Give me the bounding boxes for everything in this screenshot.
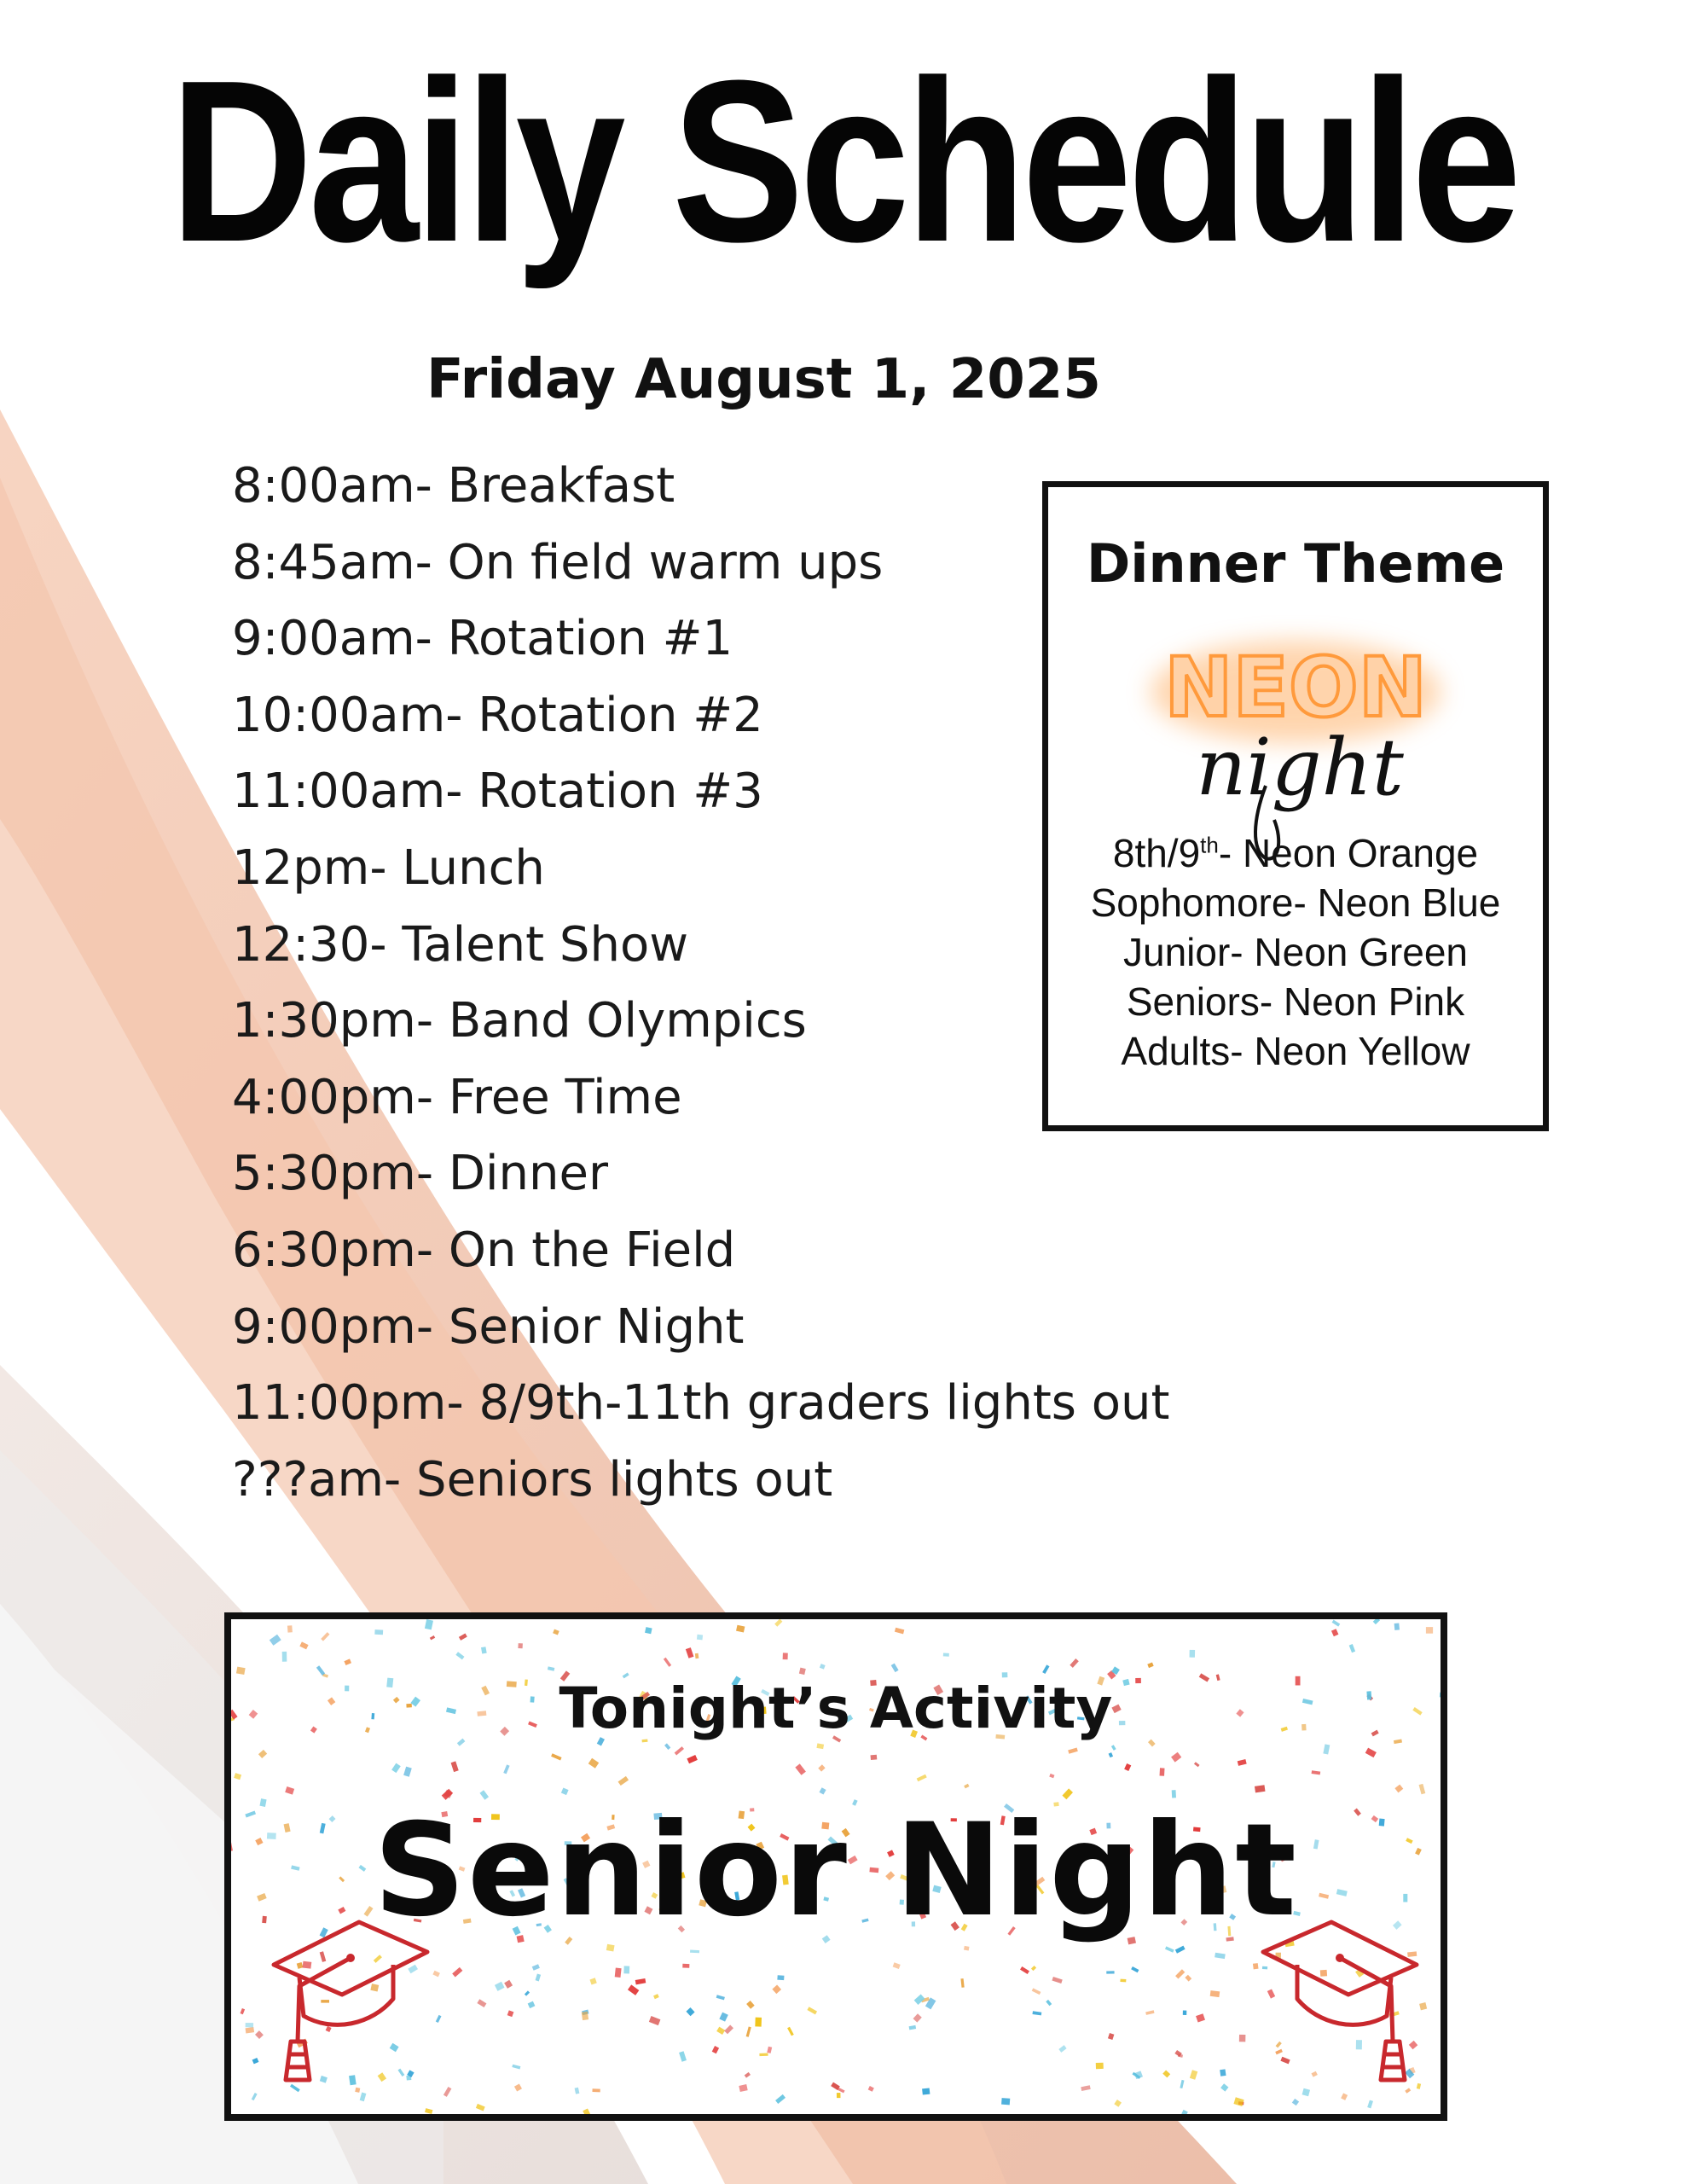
confetti-piece xyxy=(1160,1768,1165,1775)
confetti-piece xyxy=(818,1764,825,1771)
confetti-piece xyxy=(1114,2100,1122,2107)
confetti-piece xyxy=(436,2015,442,2023)
confetti-piece xyxy=(512,2065,520,2070)
confetti-piece xyxy=(451,1761,459,1772)
confetti-piece xyxy=(615,1967,622,1977)
confetti-piece xyxy=(1183,2011,1186,2015)
confetti-piece xyxy=(589,1978,596,1984)
confetti-piece xyxy=(774,1619,782,1627)
confetti-piece xyxy=(477,1999,486,2007)
confetti-piece xyxy=(476,2104,485,2111)
dinner-color-item xyxy=(1048,828,1543,878)
schedule-item: 12:30- Talent Show xyxy=(232,916,689,973)
tonights-activity-box xyxy=(224,1612,1447,2121)
confetti-piece xyxy=(649,2016,661,2025)
confetti-piece xyxy=(1349,1644,1355,1653)
confetti-piece xyxy=(697,1635,703,1641)
confetti-piece xyxy=(820,1664,826,1670)
confetti-piece xyxy=(1046,2000,1052,2006)
confetti-piece xyxy=(1145,2010,1154,2015)
confetti-piece xyxy=(1331,1629,1339,1636)
schedule-list xyxy=(232,448,1170,1518)
dinner-color-item: Junior- Neon Green xyxy=(1123,930,1468,974)
confetti-piece xyxy=(455,1652,464,1659)
confetti-piece xyxy=(1220,2083,1228,2091)
confetti-piece xyxy=(682,1964,689,1968)
dinner-color-item: Sophomore- Neon Blue xyxy=(1090,880,1501,925)
confetti-piece xyxy=(759,2053,768,2057)
confetti-piece xyxy=(1238,1759,1247,1766)
neon-word: NEON xyxy=(1164,640,1427,735)
confetti-piece xyxy=(1190,1650,1196,1658)
activity-name: Senior Night xyxy=(373,1797,1299,1945)
confetti-piece xyxy=(775,2094,786,2104)
confetti-piece xyxy=(645,1627,652,1634)
confetti-piece xyxy=(1124,1763,1131,1771)
confetti-piece xyxy=(246,2027,255,2033)
confetti-piece xyxy=(1108,2033,1114,2040)
confetti-piece xyxy=(255,2030,264,2039)
schedule-date: Friday August 1, 2025 xyxy=(426,348,1101,411)
dinner-color-list xyxy=(1048,828,1543,1076)
confetti-piece xyxy=(787,2027,794,2036)
schedule-item: 10:00am- Rotation #2 xyxy=(232,687,763,743)
confetti-piece xyxy=(282,1652,287,1662)
confetti-piece xyxy=(252,2058,259,2064)
confetti-piece xyxy=(403,1767,412,1777)
confetti-piece xyxy=(1210,1990,1220,1997)
confetti-piece xyxy=(783,1653,788,1659)
confetti-piece xyxy=(868,2086,874,2092)
confetti-piece xyxy=(430,1635,435,1640)
confetti-piece xyxy=(582,2012,588,2020)
confetti-piece xyxy=(943,1653,949,1657)
confetti-piece xyxy=(360,2093,367,2102)
confetti-piece xyxy=(777,1975,784,1980)
confetti-piece xyxy=(425,2108,432,2114)
confetti-piece xyxy=(679,2051,687,2061)
confetti-piece xyxy=(528,2001,536,2008)
confetti-piece xyxy=(687,1755,698,1763)
confetti-piece xyxy=(246,2023,253,2027)
confetti-piece xyxy=(1001,2098,1010,2105)
confetti-piece xyxy=(1239,2035,1246,2042)
confetti-piece xyxy=(1049,1774,1054,1778)
confetti-piece xyxy=(1373,1619,1380,1624)
dinner-theme-heading: Dinner Theme xyxy=(1086,532,1505,595)
confetti-piece xyxy=(495,1982,505,1991)
confetti-piece xyxy=(1175,1969,1185,1978)
confetti-piece xyxy=(551,1753,561,1760)
confetti-piece xyxy=(686,2007,694,2016)
confetti-piece xyxy=(664,1658,671,1667)
confetti-piece xyxy=(1365,1748,1377,1758)
schedule-item: 4:00pm- Free Time xyxy=(232,1069,682,1125)
confetti-piece xyxy=(241,2008,246,2014)
dinner-color-item: Seniors- Neon Pink xyxy=(1126,979,1465,1024)
confetti-piece xyxy=(525,1990,530,1995)
schedule-item: 5:30pm- Dinner xyxy=(232,1146,608,1202)
grade-prefix: 8th/9 xyxy=(1112,831,1201,875)
confetti-piece xyxy=(1220,2069,1226,2076)
confetti-piece xyxy=(1312,1770,1321,1774)
schedule-item: ???am- Seniors lights out xyxy=(232,1451,833,1507)
confetti-piece xyxy=(504,1980,513,1989)
confetti-piece xyxy=(1032,2011,1041,2015)
confetti-piece xyxy=(1131,1966,1139,1972)
confetti-piece xyxy=(913,2013,922,2022)
confetti-piece xyxy=(443,2087,451,2097)
schedule-item: 11:00am- Rotation #3 xyxy=(232,764,763,820)
confetti-piece xyxy=(1185,1975,1191,1982)
confetti-piece xyxy=(391,1763,401,1774)
confetti-piece xyxy=(837,2093,841,2098)
confetti-piece xyxy=(374,1629,383,1635)
confetti-piece xyxy=(252,2093,258,2100)
confetti-piece xyxy=(623,1966,629,1973)
confetti-piece xyxy=(618,1776,629,1786)
confetti-piece xyxy=(1106,1971,1114,1973)
confetti-piece xyxy=(1068,1747,1078,1753)
schedule-item: 8:00am- Breakfast xyxy=(232,458,675,514)
confetti-piece xyxy=(909,2025,917,2030)
confetti-piece xyxy=(1341,2093,1348,2100)
confetti-piece xyxy=(746,2001,755,2009)
graduation-cap-icon xyxy=(265,1905,436,2093)
confetti-piece xyxy=(716,2027,725,2035)
schedule-item: 11:00pm- 8/9th-11th graders lights out xyxy=(232,1375,1170,1432)
confetti-piece xyxy=(1162,2071,1170,2078)
confetti-piece xyxy=(719,2013,728,2022)
confetti-piece xyxy=(507,2010,514,2017)
confetti-piece xyxy=(514,2084,522,2092)
dinner-color-item: Adults- Neon Yellow xyxy=(1121,1029,1470,1073)
confetti-piece xyxy=(503,1764,509,1774)
schedule-item: 6:30pm- On the Field xyxy=(232,1222,736,1278)
confetti-piece xyxy=(536,1974,542,1982)
confetti-piece xyxy=(1052,1977,1062,1984)
confetti-piece xyxy=(234,1773,241,1780)
confetti-piece xyxy=(1031,1966,1036,1971)
schedule-item: 12pm- Lunch xyxy=(232,839,545,896)
activity-label: Tonight’s Activity xyxy=(559,1676,1113,1741)
confetti-piece xyxy=(1171,1752,1181,1763)
confetti-piece xyxy=(871,1755,878,1760)
confetti-piece xyxy=(270,1635,281,1646)
confetti-piece xyxy=(746,2026,751,2036)
confetti-piece xyxy=(1096,2063,1104,2070)
confetti-piece xyxy=(960,1978,964,1988)
confetti-piece xyxy=(1194,1762,1200,1767)
schedule-item: 1:30pm- Band Olympics xyxy=(232,993,807,1049)
confetti-piece xyxy=(964,1784,969,1789)
confetti-piece xyxy=(767,2047,772,2053)
dinner-theme-box xyxy=(1042,481,1549,1131)
confetti-piece xyxy=(258,1750,267,1758)
confetti-piece xyxy=(1292,2099,1299,2106)
confetti-piece xyxy=(1020,1966,1029,1974)
night-word: night xyxy=(1196,722,1404,813)
confetti-piece xyxy=(755,2018,762,2027)
confetti-piece xyxy=(1058,2045,1066,2053)
confetti-piece xyxy=(807,2007,817,2014)
confetti-piece xyxy=(344,1658,351,1665)
confetti-piece xyxy=(321,1632,329,1641)
confetti-piece xyxy=(745,2072,751,2078)
confetti-piece xyxy=(592,2088,600,2092)
confetti-piece xyxy=(588,1758,599,1769)
confetti-piece xyxy=(1233,2097,1244,2106)
confetti-piece xyxy=(772,1985,781,1995)
confetti-piece xyxy=(712,2046,719,2053)
confetti-piece xyxy=(459,1634,467,1641)
confetti-piece xyxy=(686,1647,694,1658)
confetti-piece xyxy=(1367,2100,1373,2109)
confetti-piece xyxy=(795,1763,806,1774)
confetti-piece xyxy=(1081,2085,1090,2091)
confetti-piece xyxy=(917,1774,927,1781)
schedule-item: 9:00am- Rotation #1 xyxy=(232,611,733,667)
confetti-piece xyxy=(675,1746,684,1755)
confetti-piece xyxy=(893,1962,901,1969)
confetti-piece xyxy=(481,1647,487,1653)
grade-color: - Neon Orange xyxy=(1218,831,1479,875)
confetti-piece xyxy=(724,2024,733,2034)
confetti-piece xyxy=(1032,1988,1041,1995)
confetti-piece xyxy=(583,2109,591,2115)
confetti-piece xyxy=(1120,1979,1126,1983)
confetti-piece xyxy=(736,1625,745,1633)
confetti-piece xyxy=(922,2088,930,2094)
confetti-piece xyxy=(739,2084,747,2092)
confetti-piece xyxy=(628,1984,639,1995)
schedule-item: 8:45am- On field warm ups xyxy=(232,534,884,590)
confetti-piece xyxy=(1180,2080,1184,2088)
confetti-piece xyxy=(1070,1658,1078,1668)
confetti-piece xyxy=(914,1995,925,2005)
graduation-cap-icon xyxy=(1255,1905,1425,2093)
page-title: Daily Schedule xyxy=(170,33,1517,290)
schedule-item: 9:00pm- Senior Night xyxy=(232,1298,745,1355)
confetti-piece xyxy=(1196,2013,1205,2022)
grade-suffix: th xyxy=(1200,832,1219,858)
confetti-piece xyxy=(653,1994,659,1999)
confetti-piece xyxy=(716,1995,725,2000)
confetti-piece xyxy=(1109,1752,1113,1757)
confetti-piece xyxy=(1181,2110,1188,2114)
confetti-piece xyxy=(452,1967,462,1978)
confetti-piece xyxy=(425,1619,433,1629)
confetti-piece xyxy=(635,1978,646,1984)
confetti-piece xyxy=(1190,2070,1197,2080)
confetti-piece xyxy=(1332,1620,1341,1627)
confetti-piece xyxy=(287,1625,293,1632)
confetti-piece xyxy=(518,1643,523,1648)
confetti-piece xyxy=(695,1653,699,1658)
confetti-piece xyxy=(553,1629,559,1635)
confetti-piece xyxy=(1178,2053,1183,2057)
confetti-piece xyxy=(1394,1623,1400,1630)
confetti-piece xyxy=(895,1628,904,1635)
confetti-piece xyxy=(1147,1662,1153,1668)
confetti-piece xyxy=(299,1641,308,1649)
confetti-piece xyxy=(575,2088,580,2094)
confetti-piece xyxy=(1426,1627,1433,1634)
confetti-piece xyxy=(1215,1953,1226,1959)
confetti-piece xyxy=(532,1964,540,1971)
